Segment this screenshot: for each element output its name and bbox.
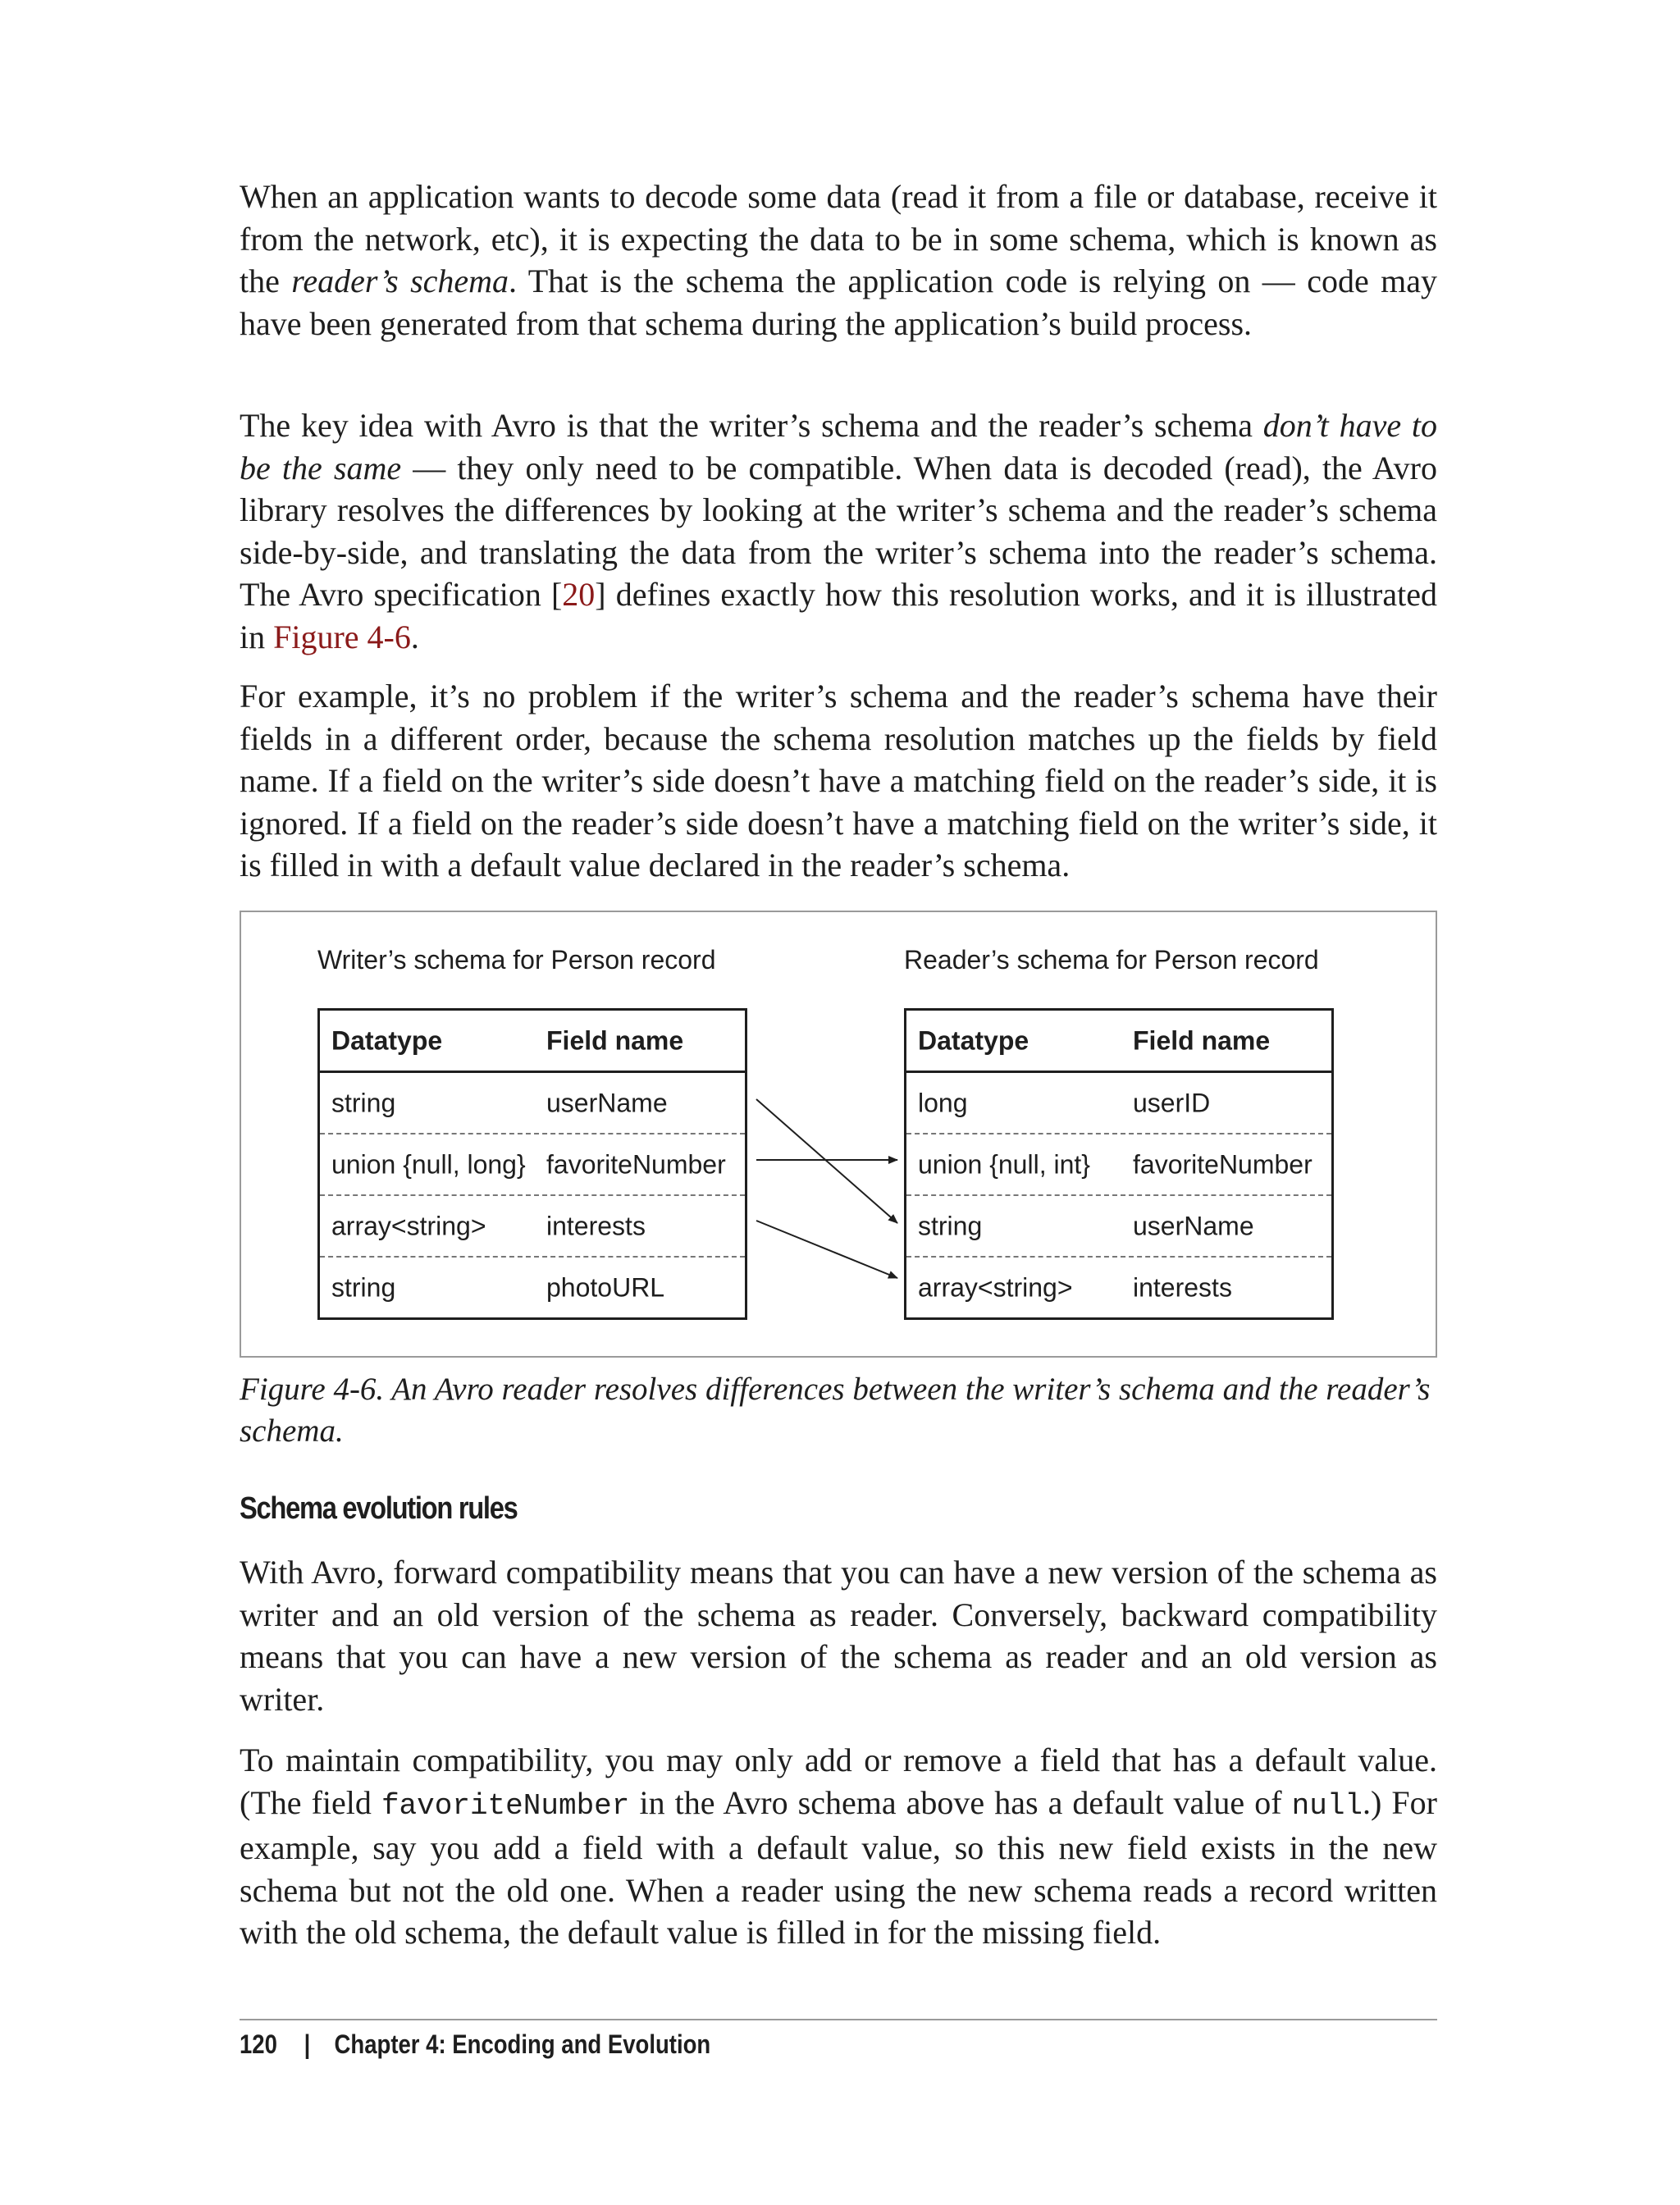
writer-row-4-type: string: [331, 1272, 396, 1302]
p2-text-d: .: [410, 618, 419, 655]
p2-text-c: ] defines exactly how this resolution works, and it is illustrated in: [240, 576, 1437, 655]
page-number: 120: [240, 2029, 277, 2059]
reader-row-4-name: interests: [1133, 1272, 1232, 1302]
paragraph-readers-schema: [240, 176, 1437, 345]
reader-row-2-type: union {null, int}: [918, 1149, 1090, 1179]
reader-header-datatype: Datatype: [918, 1025, 1029, 1055]
p2-text-a: The key idea with Avro is that the writer’s schema and the reader’s schema: [240, 407, 1263, 444]
arrow-username: [756, 1099, 897, 1223]
paragraph-field-order: For example, it’s no problem if the writer’s schema and the reader’s schema have their fields in a different order, because the schema resolution matches up the fields by field name. If a field on the writer’s side doesn’t have a matching field on the reader’s side, it is ignored. If a field on the reader’s side doesn’t have a matching field on the writer’s side, it is filled in with a default value declared in the reader’s schema.: [240, 678, 1437, 883]
field-mapping-arrows: [241, 912, 1436, 1356]
footer-rule: [240, 2019, 1437, 2020]
writer-row-3-name: interests: [546, 1211, 646, 1240]
reader-row-1-type: long: [918, 1088, 968, 1117]
writer-row-1-name: userName: [546, 1088, 668, 1117]
p2-emphasis: don’t have to be the same: [240, 407, 1437, 486]
figure-4-6: [240, 911, 1437, 1358]
paragraph-compatibility: With Avro, forward compatibility means that you can have a new version of the schema as writer and an old version of the schema as reader. Conversely, backward compatibility means that you can have a new version of the schema as reader and an old version as writer.: [240, 1554, 1437, 1718]
reader-header-fieldname: Field name: [1133, 1025, 1271, 1055]
chapter-title: Chapter 4: Encoding and Evolution: [334, 2029, 711, 2059]
section-heading: Schema evolution rules: [240, 1491, 518, 1526]
reader-row-2-name: favoriteNumber: [1133, 1149, 1312, 1179]
paragraph-key-idea: [240, 404, 1437, 658]
reader-row-1-name: userID: [1133, 1088, 1211, 1117]
code-favoritenumber: favoriteNumber: [381, 1788, 630, 1823]
writer-row-2-name: favoriteNumber: [546, 1149, 726, 1179]
p2-text-b: — they only need to be compatible. When data is decoded (read), the Avro library resolves the differences by looking at the writer’s schema and the reader’s schema side-by-side, and translating the data from the writer’s schema into the reader’s schema. The Avro specification [: [240, 449, 1437, 613]
p5-text-a: To maintain compatibility, you may only add or remove a field that has a default value. (The field: [240, 1742, 1437, 1821]
figure-caption: Figure 4-6. An Avro reader resolves differences between the writer’s schema and the reader’s schema.: [240, 1372, 1431, 1449]
p1-text-b: . That is the schema the application code is relying on — code may have been generated from that schema during the application’s build process.: [240, 262, 1437, 342]
page-footer: [240, 2029, 710, 2060]
writer-header-fieldname: Field name: [546, 1025, 684, 1055]
paragraph-maintain-compatibility: [240, 1739, 1437, 1954]
citation-link[interactable]: 20: [562, 576, 596, 613]
writer-row-1-type: string: [331, 1088, 396, 1117]
code-null: null: [1291, 1788, 1363, 1823]
reader-row-3-name: userName: [1133, 1211, 1254, 1240]
writer-schema-title: Writer’s schema for Person record: [317, 945, 716, 975]
writer-row-3-type: array<string>: [331, 1211, 486, 1240]
p1-emphasis: reader’s schema: [291, 262, 509, 299]
footer-separator: |: [304, 2029, 311, 2059]
writer-row-4-name: photoURL: [546, 1272, 665, 1302]
reader-schema-title: Reader’s schema for Person record: [904, 945, 1319, 975]
writer-header-datatype: Datatype: [331, 1025, 443, 1055]
reader-row-3-type: string: [918, 1211, 983, 1240]
p5-text-b: in the Avro schema above has a default value of: [629, 1783, 1292, 1821]
arrow-interests: [756, 1221, 897, 1278]
writer-row-2-type: union {null, long}: [331, 1149, 526, 1179]
p1-text-a: When an application wants to decode some data (read it from a file or database, receive it from the network, etc), it is expecting the data to be in some schema, which is known as the: [240, 178, 1437, 299]
figure-reference-link[interactable]: Figure 4-6: [273, 618, 411, 655]
p5-text-c: .) For example, say you add a field with a default value, so this new field exists in the new schema but not the old one. When a reader using the new schema reads a record written with the old schema, the default value is filled in for the missing field.: [240, 1783, 1437, 1951]
reader-row-4-type: array<string>: [918, 1272, 1073, 1302]
